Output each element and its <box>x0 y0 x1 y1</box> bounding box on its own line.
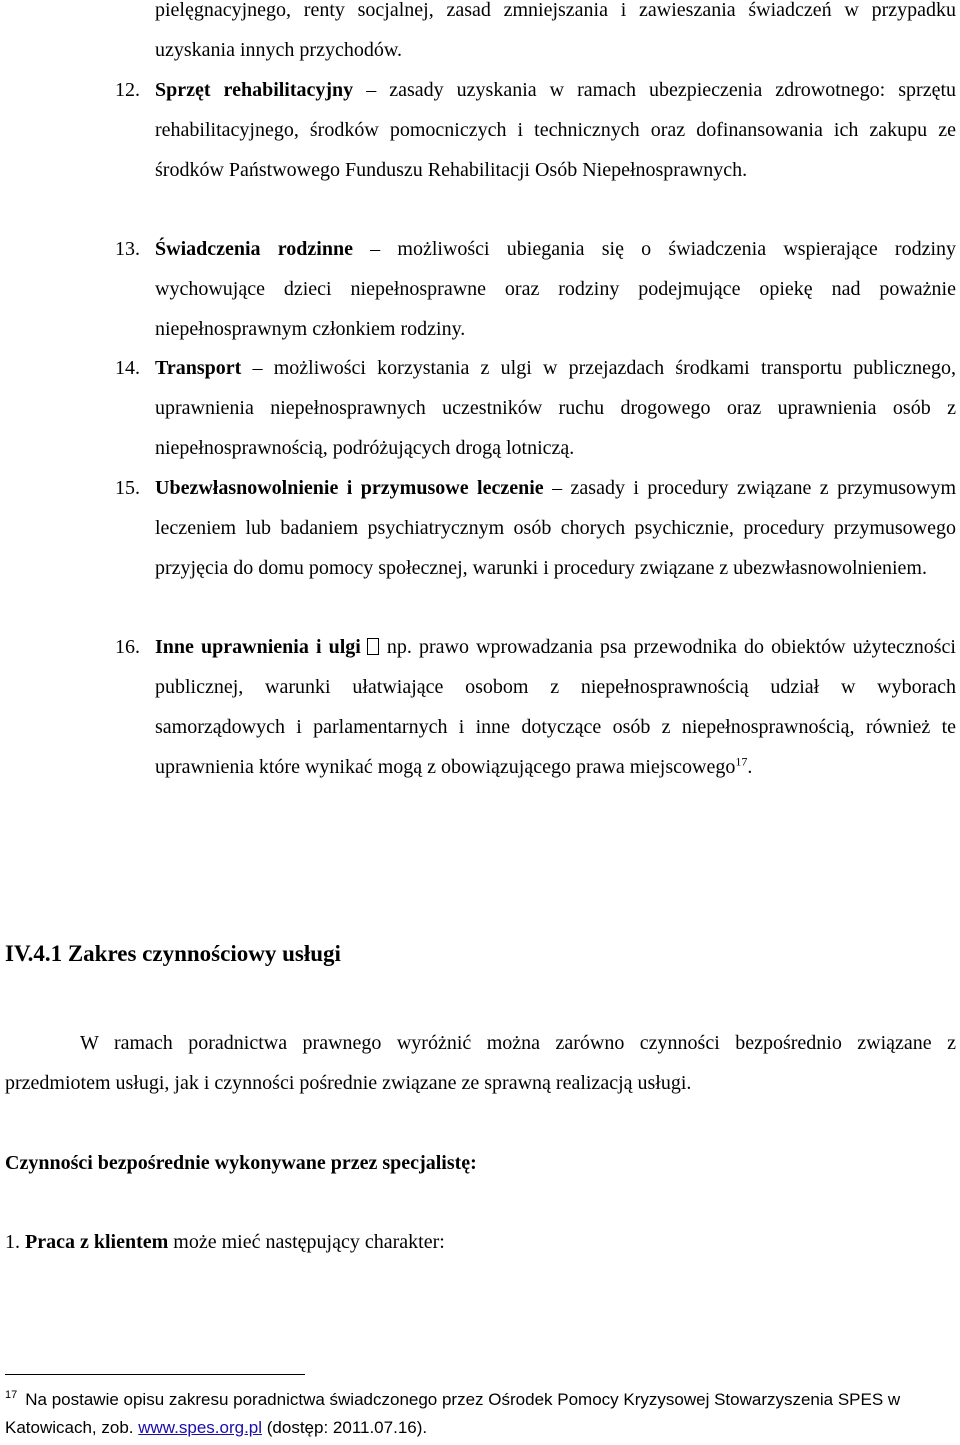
list-item-dash: – <box>352 238 398 260</box>
footnote-text-end: (dostęp: 2011.07.16). <box>262 1418 428 1437</box>
list-item-number: 1. <box>5 1231 20 1253</box>
missing-glyph-box-icon <box>367 638 379 655</box>
list-item-number: 14. <box>115 357 140 379</box>
list-item-text: możliwości korzystania z ulgi w przejazdach środkami transportu publicznego, uprawnienia niepełnosprawnych uczestników ruchu drogowego oraz uprawnienia osób z niepełnosprawnością, podróżujących drogą lotniczą. <box>155 357 956 459</box>
list-item-text: może mieć następujący charakter: <box>173 1231 445 1253</box>
list-item-text: zasady i procedury związane z przymusowym leczeniem lub badaniem psychiatrycznym osób chorych psychicznie, procedury przymusowego przyjęcia do domu pomocy społecznej, warunki i procedury związane z ubezwłasnowolnieniem. <box>155 477 956 579</box>
section-heading: IV.4.1 Zakres czynnościowy usługi <box>5 941 341 966</box>
list-item-term: Sprzęt rehabilitacyjny <box>155 79 354 101</box>
subheading: Czynności bezpośrednie wykonywane przez specjalistę: <box>5 1152 477 1174</box>
list-item-body <box>155 468 956 588</box>
list-item-number: 13. <box>115 238 140 260</box>
list-item <box>5 1222 956 1262</box>
list-item <box>115 229 956 349</box>
list-item-text: np. prawo wprowadzania psa przewodnika do obiektów użyteczności publicznej, warunki ułatwiające osobom z niepełnosprawnością udział w wyborach samorządowych i parlamentarnych i inne dotyczące osób z niepełnosprawnością, również te uprawnienia które wynikać mogą z obowiązującego prawa miejscowego <box>155 636 956 778</box>
list-item-end: . <box>747 756 753 778</box>
list-item-continuation <box>115 0 956 70</box>
list-item <box>115 627 956 787</box>
list-item-term: Praca z klientem <box>25 1231 169 1253</box>
list-item-dash: – <box>353 79 390 101</box>
list-item-body <box>155 348 956 468</box>
list-item-text: możliwości ubiegania się o świadczenia wspierające rodziny wychowujące dzieci niepełnosprawne oraz rodziny podejmujące opiekę nad poważnie niepełnosprawnym członkiem rodziny. <box>155 238 957 340</box>
list-item-dash: – <box>543 477 571 499</box>
footnote-link[interactable]: www.spes.org.pl <box>138 1418 263 1437</box>
footnote-separator <box>5 1374 305 1375</box>
section-paragraph: W ramach poradnictwa prawnego wyróżnić można zarówno czynności bezpośrednio związane z przedmiotem usługi, jak i czynności pośrednie związane ze sprawną realizacją usługi. <box>5 1032 956 1094</box>
list-item-term: Świadczenia rodzinne <box>155 238 353 260</box>
list-item-body <box>155 627 956 787</box>
list-item-number: 15. <box>115 477 140 499</box>
list-item-number: 12. <box>115 79 140 101</box>
list-item-term: Ubezwłasnowolnienie i przymusowe leczenie <box>155 477 544 499</box>
list-item <box>115 468 956 588</box>
list-item-dash: – <box>241 357 274 379</box>
list-item-term: Transport <box>155 357 242 379</box>
list-item <box>115 70 956 190</box>
list-item-number: 16. <box>115 636 140 658</box>
footnote-mark: 17 <box>5 1389 18 1402</box>
footnote <box>5 1386 956 1442</box>
footnote-reference[interactable]: 17 <box>735 754 748 769</box>
footnote-text: Na postawie opisu zakresu poradnictwa świadczonego przez Ośrodek Pomocy Kryzysowej Stowarzyszenia SPES w Katowicach, zob. <box>5 1390 901 1437</box>
list-item-term: Inne uprawnienia i ulgi <box>155 636 361 658</box>
list-item <box>115 348 956 468</box>
list-item-body <box>155 70 956 190</box>
list-item-text: pielęgnacyjnego, renty socjalnej, zasad zmniejszania i zawieszania świadczeń w przypadku uzyskania innych przychodów. <box>155 0 956 61</box>
list-item-text: zasady uzyskania w ramach ubezpieczenia zdrowotnego: sprzętu rehabilitacyjnego, środków pomocniczych i technicznych oraz dofinansowania ich zakupu ze środków Państwowego Funduszu Rehabilitacji Osób Niepełnosprawnych. <box>155 79 957 181</box>
list-item-body <box>155 229 956 349</box>
